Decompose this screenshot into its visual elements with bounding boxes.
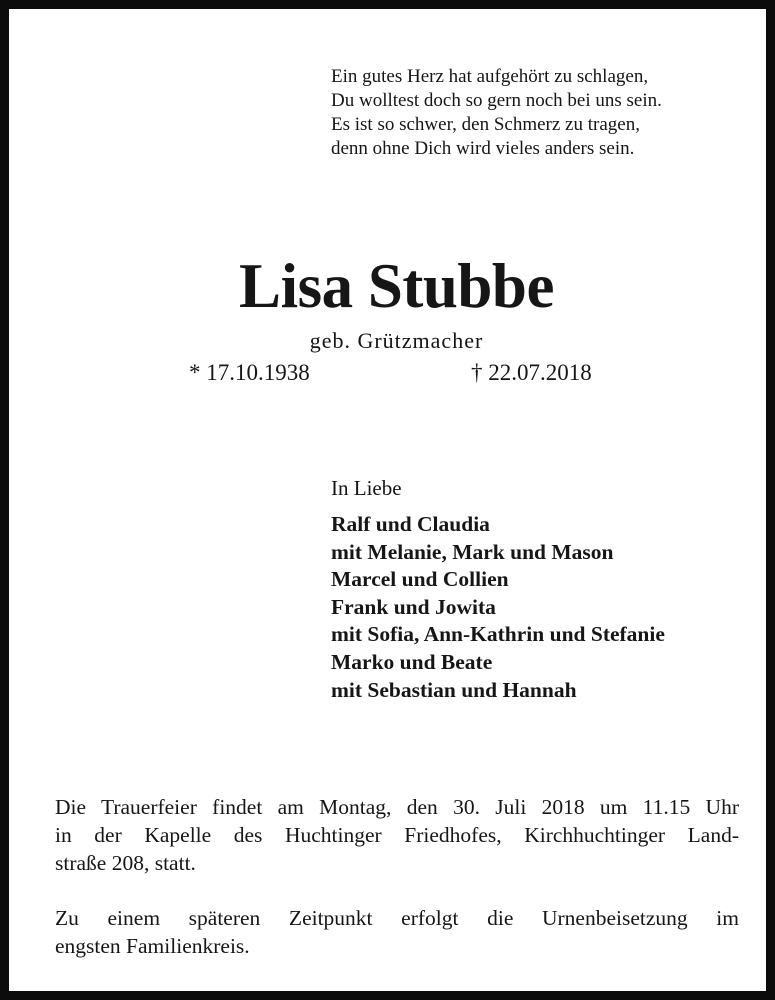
burial-line: Zu einem späteren Zeitpunkt erfolgt die Urnenbeisetzung im xyxy=(55,906,739,930)
burial-line: engsten Familienkreis. xyxy=(55,934,250,958)
poem-line: denn ohne Dich wird vieles anders sein. xyxy=(331,138,635,159)
mourner-line: mit Sofia, Ann-Kathrin und Stefanie xyxy=(331,622,665,647)
burial-notice xyxy=(55,904,739,960)
mourner-line: Frank und Jowita xyxy=(331,594,496,619)
mourner-line: Marcel und Collien xyxy=(331,567,509,592)
poem xyxy=(331,65,662,161)
death-date: † 22.07.2018 xyxy=(471,360,592,385)
mourners-intro: In Liebe xyxy=(331,476,402,500)
mourner-line: mit Melanie, Mark und Mason xyxy=(331,539,614,564)
poem-line: Ein gutes Herz hat aufgehört zu schlagen, xyxy=(331,66,649,87)
poem-line: Du wolltest doch so gern noch bei uns sein. xyxy=(331,90,662,111)
funeral-line: straße 208, statt. xyxy=(55,851,196,875)
mourner-line: Marko und Beate xyxy=(331,649,493,674)
maiden-name: geb. Grützmacher xyxy=(309,328,484,353)
funeral-notice xyxy=(55,793,739,877)
deceased-name: Lisa Stubbe xyxy=(239,251,554,321)
mourners-list xyxy=(331,511,665,704)
funeral-line: Die Trauerfeier findet am Montag, den 30. Juli 2018 um 11.15 Uhr xyxy=(55,795,739,819)
poem-line: Es ist so schwer, den Schmerz zu tragen, xyxy=(331,114,640,135)
birth-date: * 17.10.1938 xyxy=(189,360,310,385)
mourner-line: Ralf und Claudia xyxy=(331,512,490,536)
funeral-line: in der Kapelle des Huchtinger Friedhofes, Kirchhuchtinger Land- xyxy=(55,823,739,847)
mourner-line: mit Sebastian und Hannah xyxy=(331,677,577,702)
